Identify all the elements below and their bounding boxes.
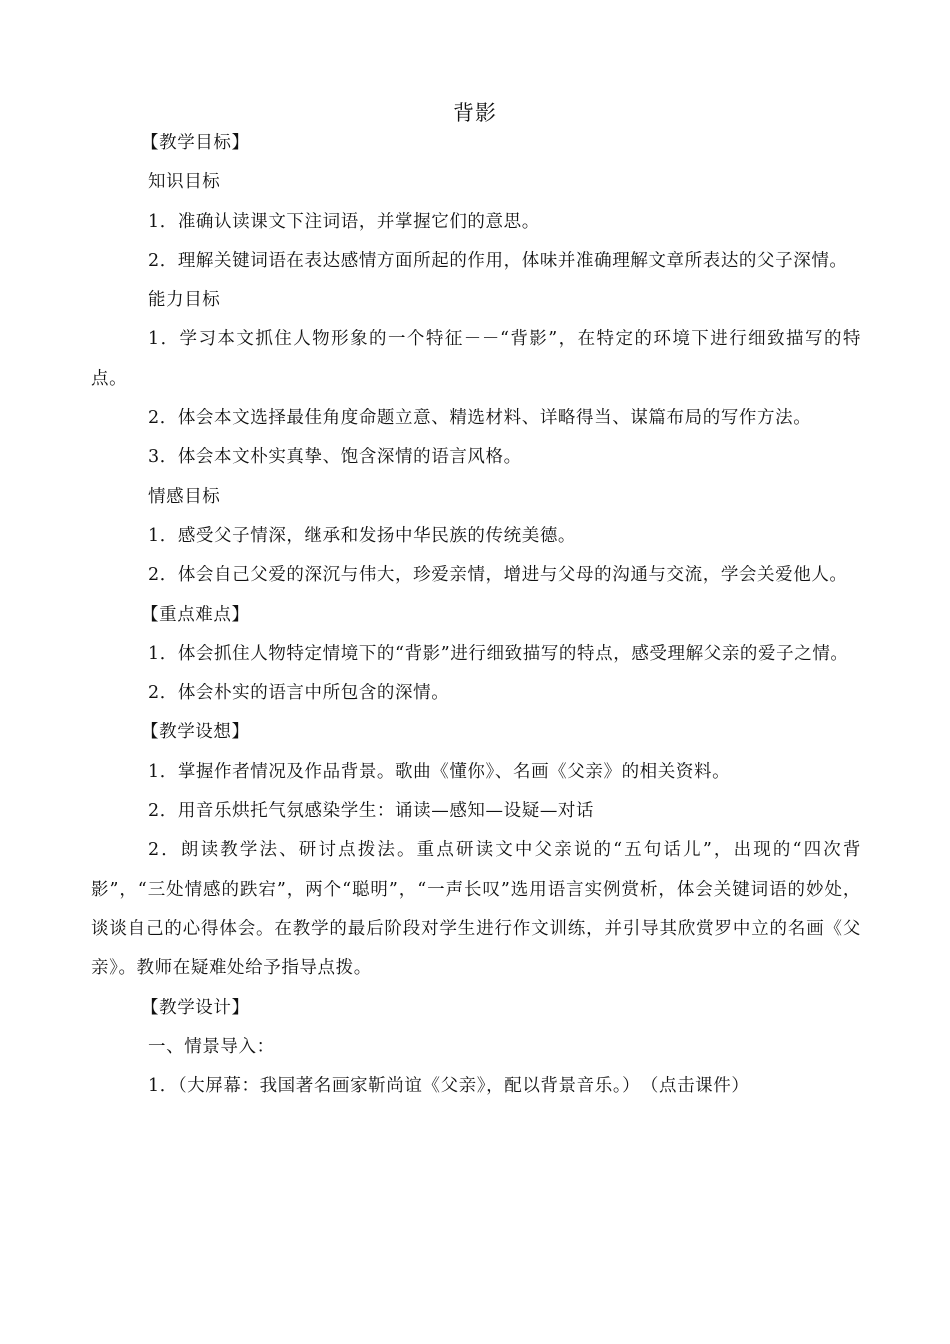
- subheading-ability: 能力目标: [148, 290, 221, 311]
- paragraph: 2．朗读教学法、研讨点拨法。重点研读文中父亲说的“五句话儿”，出现的“四次背影”，“三处情感的跌宕”，两个“聪明”，“一声长叹”选用语言实例赏析，体会关键词语的妙处，谈谈自己的心得体会。在教学的最后阶段对学生进行作文训练，并引导其欣赏罗中立的名画《父亲》。教师在疑难处给予指导点拨。: [91, 840, 861, 979]
- paragraph: 1．掌握作者情况及作品背景。歌曲《懂你》、名画《父亲》的相关资料。: [148, 761, 731, 782]
- document-title: 背影: [453, 101, 497, 125]
- subheading-emotion: 情感目标: [148, 486, 221, 507]
- document-body: [91, 124, 861, 1106]
- section-heading-objectives: 【教学目标】: [141, 133, 250, 153]
- paragraph: 2．理解关键词语在表达感情方面所起的作用，体味并准确理解文章所表达的父子深情。: [148, 250, 848, 271]
- paragraph: 2．用音乐烘托气氛感染学生：诵读—感知—设疑—对话: [148, 801, 595, 822]
- section-heading-key-points: 【重点难点】: [141, 604, 250, 625]
- paragraph: 1．学习本文抓住人物形象的一个特征－－“背影”，在特定的环境下进行细致描写的特点。: [91, 329, 861, 389]
- subheading-knowledge: 知识目标: [148, 172, 221, 193]
- paragraph: 1．感受父子情深，继承和发扬中华民族的传统美德。: [148, 525, 577, 546]
- paragraph: 2．体会朴实的语言中所包含的深情。: [148, 683, 450, 704]
- paragraph: 一、情景导入：: [148, 1036, 275, 1057]
- paragraph: 2．体会自己父爱的深沉与伟大，珍爱亲情，增进与父母的沟通与交流，学会关爱他人。: [148, 565, 848, 586]
- paragraph: 1．体会抓住人物特定情境下的“背影”进行细致描写的特点，感受理解父亲的爱子之情。: [148, 643, 849, 664]
- section-heading-teaching-plan: 【教学设想】: [141, 722, 250, 743]
- paragraph: 1．（大屏幕：我国著名画家靳尚谊《父亲》，配以背景音乐。） （点击课件）: [148, 1076, 750, 1097]
- paragraph: 1．准确认读课文下注词语，并掌握它们的意思。: [148, 211, 540, 232]
- paragraph: 2．体会本文选择最佳角度命题立意、精选材料、详略得当、谋篇布局的写作方法。: [148, 408, 812, 429]
- paragraph: 3．体会本文朴实真挚、饱含深情的语言风格。: [148, 447, 522, 468]
- section-heading-teaching-design: 【教学设计】: [141, 997, 250, 1018]
